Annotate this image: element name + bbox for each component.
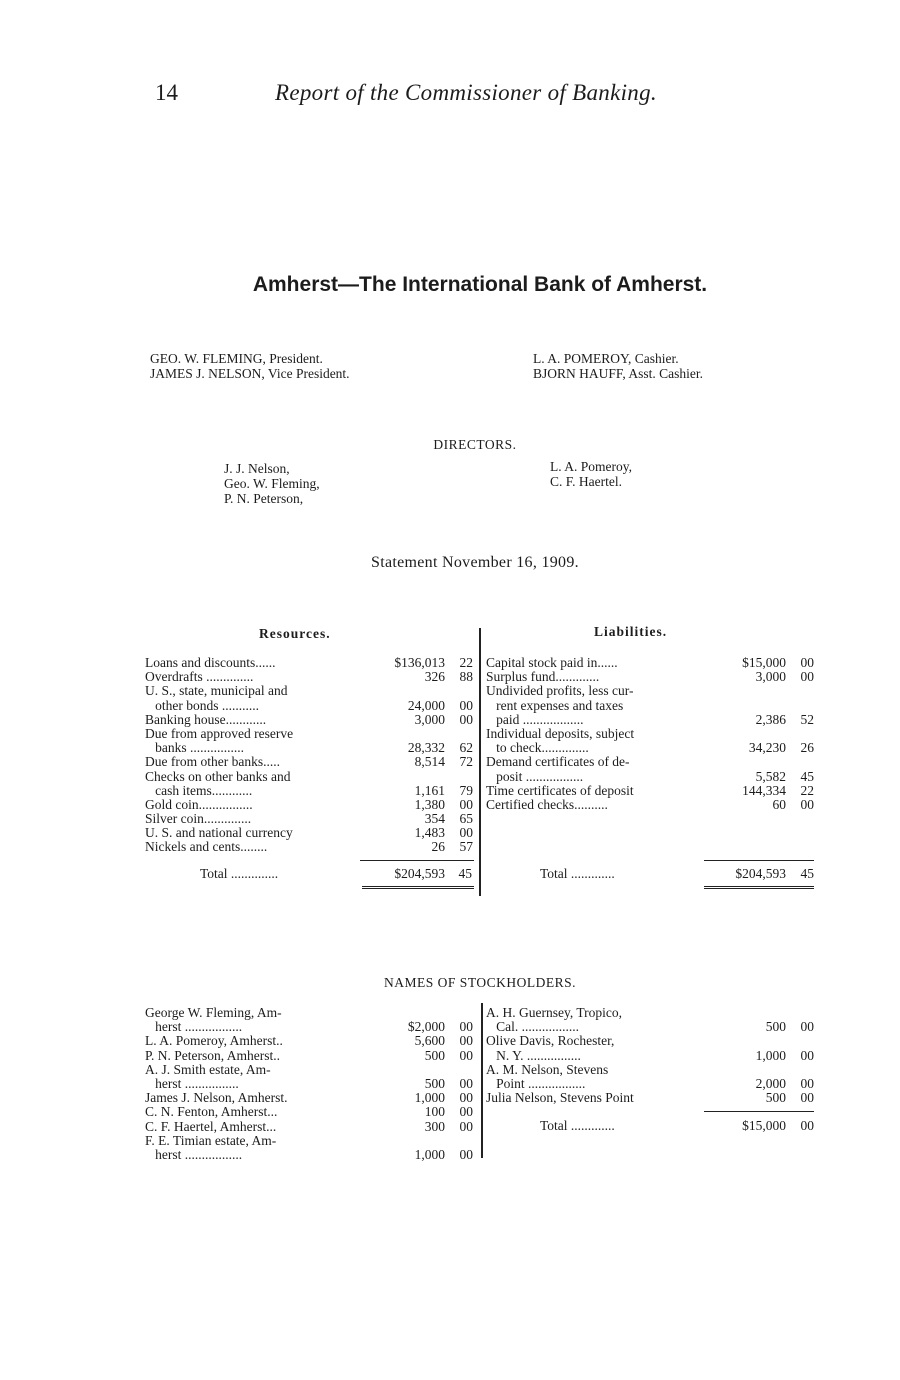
- row-amount: 1,380: [414, 796, 445, 812]
- row-label: Banking house............: [145, 711, 267, 727]
- row-label: U. S. and national currency: [145, 825, 293, 841]
- row-label: herst .................: [145, 1146, 243, 1162]
- row-label: herst ................: [145, 1075, 239, 1091]
- row-amount: 24,000: [407, 697, 445, 713]
- table-row: [145, 1134, 475, 1148]
- resources-heading: Resources.: [259, 626, 331, 641]
- row-label: James J. Nelson, Amherst.: [145, 1090, 288, 1106]
- row-cents: 00: [800, 669, 814, 685]
- row-label: C. N. Fenton, Amherst...: [145, 1104, 278, 1120]
- row-label: Cal. .................: [486, 1019, 579, 1035]
- liabilities-total-label: Total .............: [540, 866, 615, 881]
- table-row: [486, 1063, 816, 1077]
- row-label: Surplus fund.............: [486, 669, 600, 685]
- table-row: [486, 670, 816, 684]
- row-label: Demand certificates of de-: [486, 754, 630, 770]
- row-cents: 22: [800, 782, 814, 798]
- table-row: [486, 798, 816, 812]
- row-label: Overdrafts ..............: [145, 669, 254, 685]
- row-cents: 45: [800, 768, 814, 784]
- row-label: U. S., state, municipal and: [145, 683, 288, 699]
- table-row: [486, 713, 816, 727]
- liabilities-total-cents: 45: [800, 866, 814, 881]
- table-row: [145, 1063, 475, 1077]
- row-cents: 72: [459, 754, 473, 770]
- directors-left: [224, 461, 320, 506]
- row-cents: 00: [459, 711, 473, 727]
- table-row: [486, 1034, 816, 1048]
- table-row: [145, 1091, 475, 1105]
- resources-total-amount: $204,593: [394, 866, 445, 881]
- row-label: George W. Fleming, Am-: [145, 1005, 282, 1020]
- running-title: Report of the Commissioner of Banking.: [275, 80, 657, 105]
- row-label: Gold coin................: [145, 796, 253, 812]
- row-label: Individual deposits, subject: [486, 725, 635, 741]
- row-amount: 1,161: [414, 782, 445, 798]
- table-row: [145, 1020, 475, 1034]
- table-row: [145, 684, 475, 698]
- table-row: [145, 741, 475, 755]
- row-label: Olive Davis, Rochester,: [486, 1033, 615, 1049]
- row-cents: 00: [459, 1104, 473, 1120]
- table-row: [145, 1120, 475, 1134]
- table-row: [145, 727, 475, 741]
- table-row: [145, 1077, 475, 1091]
- table-row: [145, 670, 475, 684]
- row-label: cash items............: [145, 782, 253, 798]
- stockholders-divider: [481, 1003, 483, 1158]
- row-cents: 22: [459, 655, 473, 670]
- table-row: [145, 656, 475, 670]
- officers-right: [533, 351, 703, 381]
- row-amount: 1,000: [414, 1090, 445, 1106]
- stockholders-heading: NAMES OF STOCKHOLDERS.: [384, 975, 576, 990]
- row-label: banks ................: [145, 740, 244, 756]
- row-amount: 500: [765, 1090, 786, 1106]
- row-cents: 00: [800, 1075, 814, 1091]
- row-amount: 26: [431, 839, 445, 855]
- row-cents: 62: [459, 740, 473, 756]
- stockholders-total-label: Total .............: [540, 1118, 615, 1133]
- stockholders-left-table: [145, 1006, 475, 1162]
- row-label: A. J. Smith estate, Am-: [145, 1061, 271, 1077]
- table-row: [145, 812, 475, 826]
- row-amount: 28,332: [407, 740, 445, 756]
- resources-total-double-rule: [362, 886, 474, 889]
- table-row: [145, 755, 475, 769]
- row-amount: 3,000: [414, 711, 445, 727]
- row-cents: 00: [459, 1146, 473, 1162]
- row-cents: 00: [459, 796, 473, 812]
- row-cents: 00: [459, 1075, 473, 1091]
- bank-title: Amherst—The International Bank of Amherst.: [252, 273, 708, 296]
- row-amount: 5,600: [414, 1033, 445, 1049]
- row-cents: 52: [800, 711, 814, 727]
- resources-total-rule: [360, 860, 474, 861]
- table-row: [486, 1077, 816, 1091]
- stockholders-right-table: [486, 1006, 816, 1105]
- row-cents: 88: [459, 669, 473, 685]
- row-cents: 65: [459, 811, 473, 827]
- row-label: Silver coin..............: [145, 811, 252, 827]
- row-label: Loans and discounts......: [145, 655, 276, 670]
- row-label: C. F. Haertel, Amherst...: [145, 1118, 277, 1134]
- row-label: Point .................: [486, 1075, 586, 1091]
- directors-label: DIRECTORS.: [433, 437, 517, 452]
- row-amount: 500: [424, 1075, 445, 1091]
- table-row: [145, 713, 475, 727]
- row-label: rent expenses and taxes: [486, 697, 624, 713]
- row-amount: 3,000: [755, 669, 786, 685]
- stockholders-total-cents: 00: [800, 1118, 814, 1133]
- table-row: [145, 1148, 475, 1162]
- row-label: posit .................: [486, 768, 584, 784]
- liabilities-total-amount: $204,593: [735, 866, 786, 881]
- row-label: Due from approved reserve: [145, 725, 294, 741]
- row-cents: 00: [800, 1047, 814, 1063]
- director-name: Geo. W. Fleming,: [224, 476, 320, 491]
- row-label: to check..............: [486, 740, 589, 756]
- stockholders-total-row: [486, 1119, 816, 1133]
- table-row: [145, 1034, 475, 1048]
- row-label: paid ..................: [486, 711, 584, 727]
- row-label: A. M. Nelson, Stevens: [486, 1061, 609, 1077]
- row-cents: 00: [459, 697, 473, 713]
- row-label: Checks on other banks and: [145, 768, 291, 784]
- row-label: other bonds ...........: [145, 697, 259, 713]
- row-label: herst .................: [145, 1019, 243, 1035]
- row-amount: 354: [424, 811, 445, 827]
- table-row: [145, 1049, 475, 1063]
- table-row: [486, 1006, 816, 1020]
- liabilities-total-double-rule: [704, 886, 814, 889]
- page-number: 14: [155, 80, 178, 105]
- row-cents: 00: [459, 1118, 473, 1134]
- row-cents: 00: [459, 1019, 473, 1035]
- table-row: [486, 727, 816, 741]
- row-label: Time certificates of deposit: [486, 782, 634, 798]
- row-label: N. Y. ................: [486, 1047, 581, 1063]
- row-cents: 57: [459, 839, 473, 855]
- row-cents: 00: [800, 1019, 814, 1035]
- table-row: [486, 1020, 816, 1034]
- table-row: [486, 770, 816, 784]
- table-row: [145, 798, 475, 812]
- row-amount: 60: [772, 796, 786, 812]
- row-cents: 00: [459, 1047, 473, 1063]
- row-amount: 500: [424, 1047, 445, 1063]
- row-amount: 2,000: [755, 1075, 786, 1091]
- liabilities-total-row: [486, 867, 816, 881]
- row-amount: 1,000: [755, 1047, 786, 1063]
- row-cents: 26: [800, 740, 814, 756]
- column-divider: [479, 628, 481, 896]
- row-label: Capital stock paid in......: [486, 655, 618, 670]
- row-cents: 00: [459, 1090, 473, 1106]
- table-row: [486, 741, 816, 755]
- director-name: P. N. Peterson,: [224, 491, 304, 506]
- row-label: Due from other banks.....: [145, 754, 280, 770]
- officer-president: GEO. W. FLEMING, President.: [150, 351, 323, 366]
- liabilities-heading: Liabilities.: [594, 624, 668, 639]
- row-cents: 00: [800, 1090, 814, 1106]
- table-row: [145, 1105, 475, 1119]
- resources-total-cents: 45: [458, 866, 472, 881]
- row-amount: 500: [765, 1019, 786, 1035]
- table-row: [145, 840, 475, 854]
- resources-table: [145, 656, 475, 855]
- director-name: J. J. Nelson,: [224, 461, 290, 476]
- resources-total-label: Total ..............: [200, 866, 279, 881]
- table-row: [486, 755, 816, 769]
- row-amount: 1,483: [414, 825, 445, 841]
- table-row: [486, 656, 816, 670]
- row-amount: 34,230: [748, 740, 786, 756]
- officer-cashier: L. A. POMEROY, Cashier.: [533, 351, 679, 366]
- row-cents: 79: [459, 782, 473, 798]
- row-amount: 326: [424, 669, 445, 685]
- row-amount: $136,013: [394, 655, 445, 670]
- row-label: Julia Nelson, Stevens Point: [486, 1090, 634, 1106]
- table-row: [486, 1049, 816, 1063]
- row-amount: 2,386: [755, 711, 786, 727]
- row-amount: $15,000: [742, 655, 786, 670]
- row-label: Certified checks..........: [486, 796, 608, 812]
- row-cents: 00: [459, 825, 473, 841]
- liabilities-total-rule: [704, 860, 814, 861]
- director-name: L. A. Pomeroy,: [550, 459, 632, 474]
- table-row: [486, 1091, 816, 1105]
- row-label: A. H. Guernsey, Tropico,: [486, 1005, 622, 1020]
- row-amount: $2,000: [407, 1019, 445, 1035]
- row-amount: 5,582: [755, 768, 786, 784]
- row-label: Nickels and cents........: [145, 839, 268, 855]
- stockholders-total-amount: $15,000: [742, 1118, 786, 1133]
- liabilities-table: [486, 656, 816, 812]
- table-row: [145, 770, 475, 784]
- row-amount: 8,514: [414, 754, 445, 770]
- directors-right: [550, 459, 632, 489]
- row-label: L. A. Pomeroy, Amherst..: [145, 1033, 283, 1049]
- stockholders-total-rule: [704, 1111, 814, 1112]
- row-label: F. E. Timian estate, Am-: [145, 1132, 277, 1148]
- officer-asst-cashier: BJORN HAUFF, Asst. Cashier.: [533, 366, 703, 381]
- row-label: Undivided profits, less cur-: [486, 683, 634, 699]
- row-amount: 144,334: [742, 782, 786, 798]
- table-row: [145, 826, 475, 840]
- resources-total-row: [145, 867, 475, 881]
- row-cents: 00: [800, 655, 814, 670]
- row-amount: 300: [424, 1118, 445, 1134]
- row-amount: 1,000: [414, 1146, 445, 1162]
- table-row: [145, 784, 475, 798]
- table-row: [486, 699, 816, 713]
- statement-title: Statement November 16, 1909.: [371, 554, 579, 571]
- row-amount: 100: [424, 1104, 445, 1120]
- director-name: C. F. Haertel.: [550, 474, 623, 489]
- table-row: [145, 699, 475, 713]
- row-cents: 00: [459, 1033, 473, 1049]
- officers-left: [150, 351, 350, 381]
- row-label: P. N. Peterson, Amherst..: [145, 1047, 280, 1063]
- officer-vice-president: JAMES J. NELSON, Vice President.: [150, 366, 350, 381]
- table-row: [486, 784, 816, 798]
- row-cents: 00: [800, 796, 814, 812]
- table-row: [486, 684, 816, 698]
- table-row: [145, 1006, 475, 1020]
